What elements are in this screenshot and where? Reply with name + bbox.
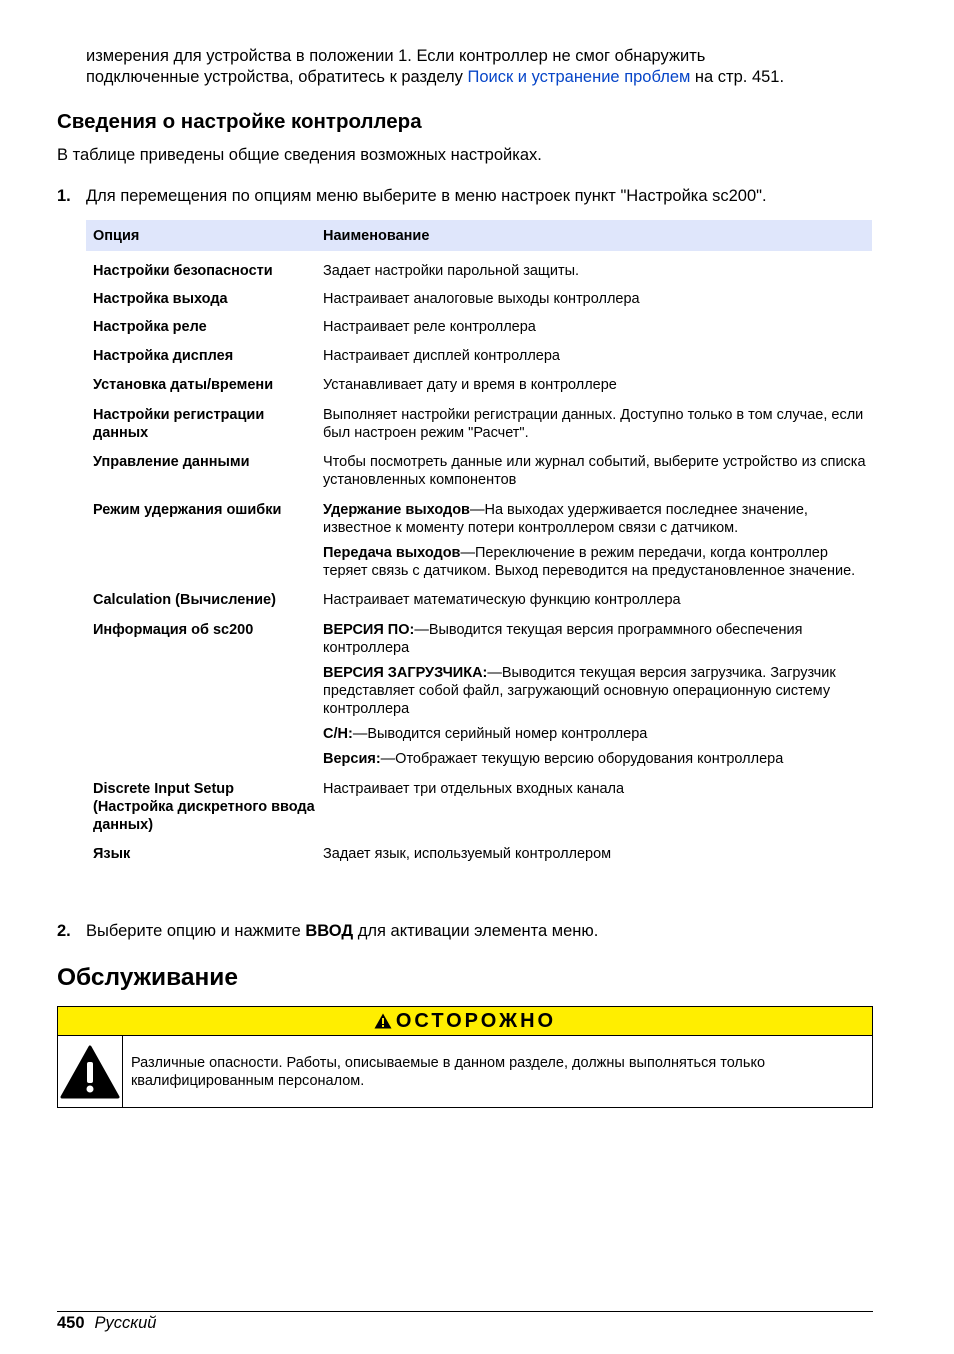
table-row — [86, 447, 872, 495]
table-body — [86, 251, 872, 869]
description-paragraph — [323, 406, 866, 442]
description-term: Удержание выходов — [323, 502, 470, 518]
description-paragraph — [323, 621, 866, 657]
description-paragraph — [323, 591, 866, 609]
warning-header — [58, 1007, 872, 1036]
table-row — [86, 285, 872, 313]
footer-language: Русский — [94, 1314, 157, 1332]
row-description — [323, 318, 872, 336]
step-2-number: 2. — [57, 922, 71, 940]
row-option: Настройки регистрации данных — [93, 407, 265, 441]
description-paragraph — [323, 453, 866, 489]
description-text: Чтобы посмотреть данные или журнал событий, выберите устройство из списка установленных компонентов — [323, 454, 866, 488]
intro-text-before-link: подключенные устройства, обратитесь к разделу — [86, 68, 468, 86]
row-option: Настройка реле — [93, 319, 207, 335]
description-text: —Выводится текущая версия загрузчика. Загрузчик представляет собой файл, загружающий основную операционную систему контроллера — [323, 665, 836, 717]
row-option: Режим удержания ошибки — [93, 502, 282, 518]
row-description — [323, 290, 872, 308]
description-term: ВЕРСИЯ ПО: — [323, 622, 415, 638]
description-text: Выполняет настройки регистрации данных. Доступно только в том случае, если был настроен режим "Расчет". — [323, 407, 864, 441]
header-name: Наименование — [323, 227, 430, 244]
description-paragraph — [323, 262, 866, 280]
row-description — [323, 621, 872, 768]
table-row — [86, 585, 872, 615]
description-text: Задает настройки парольной защиты. — [323, 263, 580, 279]
step-1-number: 1. — [57, 187, 71, 205]
description-text: Настраивает реле контроллера — [323, 319, 536, 335]
table-row — [86, 251, 872, 285]
table-row — [86, 370, 872, 400]
section-heading: Сведения о настройке контроллера — [57, 110, 422, 133]
description-text: —Выводится текущая версия программного обеспечения контроллера — [323, 622, 803, 656]
page-number: 450 — [57, 1314, 85, 1332]
description-paragraph — [323, 780, 866, 798]
step-2-text-before: Выберите опцию и нажмите — [86, 922, 306, 940]
row-description — [323, 406, 872, 442]
intro-paragraph — [86, 46, 886, 88]
section-paragraph: В таблице приведены общие сведения возможных настройках. — [57, 146, 542, 164]
row-option: Discrete Input Setup (Настройка дискретного ввода данных) — [93, 781, 315, 833]
footer — [57, 1314, 156, 1333]
row-option: Управление данными — [93, 454, 250, 470]
row-description — [323, 376, 872, 394]
description-paragraph — [323, 290, 866, 308]
description-text: —На выходах удерживается последнее значение, известное к моменту потери контроллером связи с датчиком. — [323, 502, 808, 536]
description-paragraph — [323, 376, 866, 394]
warning-triangle-small-icon — [374, 1013, 392, 1029]
intro-text-after-link: на стр. 451. — [690, 68, 785, 86]
description-text: Настраивает дисплей контроллера — [323, 348, 560, 364]
row-option: Настройки безопасности — [93, 263, 273, 279]
description-paragraph — [323, 845, 866, 863]
warning-title: ОСТОРОЖНО — [395, 1009, 557, 1032]
description-paragraph — [323, 347, 866, 365]
warning-box — [57, 1006, 873, 1108]
description-text: Настраивает три отдельных входных канала — [323, 781, 625, 797]
row-option: Установка даты/времени — [93, 377, 274, 393]
warning-body — [58, 1036, 872, 1108]
row-description — [323, 453, 872, 489]
description-text: Задает язык, используемый контроллером — [323, 846, 612, 862]
table-row — [86, 615, 872, 774]
step-2-bold-key: ВВОД — [305, 922, 354, 940]
table-header — [86, 220, 872, 251]
description-paragraph — [323, 318, 866, 336]
description-text: Настраивает математическую функцию контроллера — [323, 592, 681, 608]
intro-line-2 — [86, 67, 886, 88]
description-paragraph — [323, 544, 866, 580]
row-option: Информация об sc200 — [93, 622, 254, 638]
step-1 — [57, 187, 767, 206]
description-term: Версия: — [323, 751, 381, 767]
header-option: Опция — [93, 227, 140, 244]
warning-triangle-icon — [60, 1045, 120, 1099]
description-paragraph — [323, 501, 866, 537]
row-option: Calculation (Вычисление) — [93, 592, 276, 608]
warning-icon-cell — [58, 1036, 123, 1108]
step-2 — [57, 922, 598, 941]
row-description — [323, 347, 872, 365]
description-text: Устанавливает дату и время в контроллере — [323, 377, 617, 393]
row-option: Язык — [93, 846, 131, 862]
table-row — [86, 313, 872, 341]
description-text: —Отображает текущую версию оборудования контроллера — [380, 751, 784, 767]
row-description — [323, 780, 872, 834]
step-2-text-after: для активации элемента меню. — [353, 922, 599, 940]
row-option: Настройка дисплея — [93, 348, 234, 364]
table-row — [86, 400, 872, 447]
maintenance-heading: Обслуживание — [57, 964, 238, 991]
warning-text: Различные опасности. Работы, описываемые в данном разделе, должны выполняться только квалифицированным персоналом. — [130, 1055, 766, 1089]
table-row — [86, 774, 872, 839]
description-paragraph — [323, 725, 866, 743]
description-paragraph — [323, 750, 866, 768]
description-term: С/Н: — [323, 726, 353, 742]
description-text: —Переключение в режим передачи, когда контроллер теряет связь с датчиком. Выход переводится на предустановленное значение. — [323, 545, 856, 579]
table-row — [86, 495, 872, 585]
step-1-text: Для перемещения по опциям меню выберите в меню настроек пункт "Настройка sc200". — [86, 187, 767, 205]
description-term: Передача выходов — [323, 545, 461, 561]
row-description — [323, 591, 872, 609]
description-text: Настраивает аналоговые выходы контроллера — [323, 291, 640, 307]
troubleshooting-link[interactable]: Поиск и устранение проблем — [467, 68, 691, 86]
row-option: Настройка выхода — [93, 291, 228, 307]
settings-table — [86, 220, 872, 869]
row-description — [323, 501, 872, 580]
description-term: ВЕРСИЯ ЗАГРУЗЧИКА: — [323, 665, 488, 681]
description-text: —Выводится серийный номер контроллера — [352, 726, 648, 742]
footer-divider — [57, 1311, 873, 1312]
description-paragraph — [323, 664, 866, 718]
row-description — [323, 262, 872, 280]
table-row — [86, 341, 872, 370]
row-description — [323, 845, 872, 863]
table-row — [86, 839, 872, 869]
intro-line-1: измерения для устройства в положении 1. Если контроллер не смог обнаружить — [86, 47, 706, 65]
